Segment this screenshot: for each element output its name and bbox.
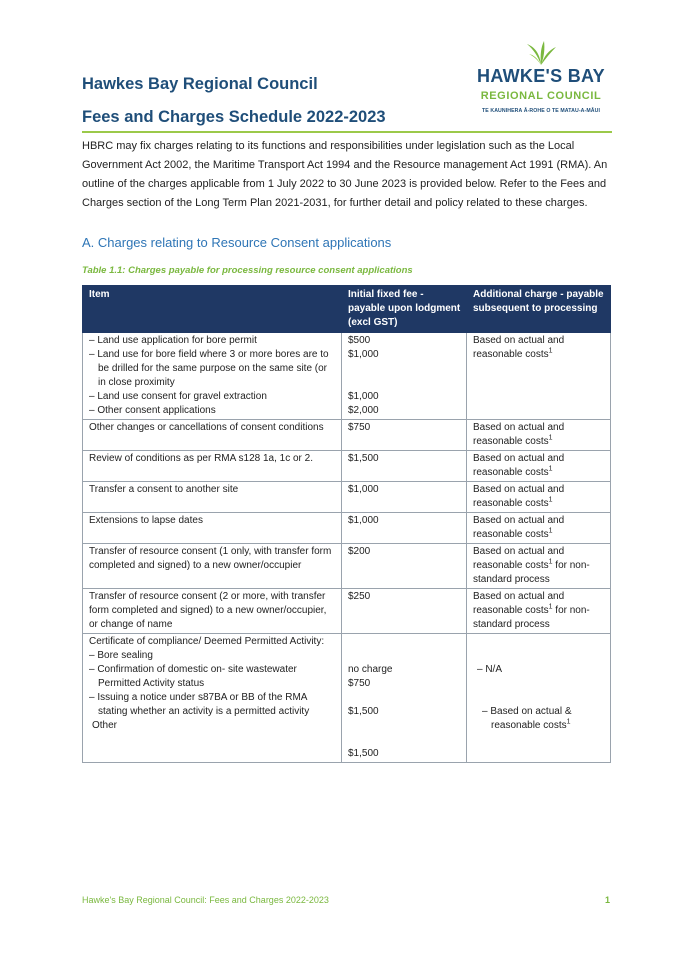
additional-cell (467, 513, 611, 544)
additional-cell (467, 589, 611, 634)
footnote-mark: 1 (548, 465, 553, 473)
fee-cell (342, 333, 467, 420)
additional-text: Based on actual and reasonable costs (473, 422, 565, 447)
additional-text: Based on actual and reasonable costs (473, 546, 565, 571)
header-divider (82, 131, 612, 133)
table-row (83, 513, 611, 544)
item-text: – Land use consent for gravel extraction (89, 391, 267, 402)
fee-value: $1,500 (348, 706, 379, 717)
table-row (83, 482, 611, 513)
item-cell: Transfer of resource consent (1 only, with transfer form completed and signed) to a new owner/occupier (83, 544, 342, 589)
page-number: 1 (605, 895, 611, 905)
intro-paragraph: HBRC may fix charges relating to its functions and responsibilities under legislation such as the Local Government Act 2002, the Maritime Transport Act 1994 and the Resource management Act 1991 (RMA). An outline of the charges applicable from 1 July 2022 to 30 June 2023 is provided below. Refer to the Fees and Charges section of the Long Term Plan 2021-2031, for further detail and policy related to these charges. (82, 140, 608, 209)
table-row (83, 420, 611, 451)
footnote-mark: 1 (548, 496, 553, 504)
leaf-logo-icon (524, 40, 558, 66)
logo-maori-name: TE KAUNIHERA Ā-ROHE O TE MATAU-A-MĀUI (481, 108, 600, 114)
item-text: – Issuing a notice under s87BA or BB of the RMA stating whether an activity is a permitted activity (89, 692, 310, 717)
item-text: – Bore sealing (89, 650, 153, 661)
table-caption: Table 1.1: Charges payable for processing resource consent applications (82, 265, 413, 276)
footnote-mark: 1 (548, 527, 553, 535)
fee-cell: $250 (342, 589, 467, 634)
additional-text: Based on actual and reasonable costs (473, 515, 565, 540)
footnote-mark: 1 (548, 434, 553, 442)
charges-table (82, 285, 611, 763)
fee-cell: $750 (342, 420, 467, 451)
header-fee: Initial fixed fee - payable upon lodgment (excl GST) (342, 286, 467, 333)
item-text: – Land use application for bore permit (89, 335, 257, 346)
header-additional: Additional charge - payable subsequent to processing (467, 286, 611, 333)
fee-value: $1,500 (348, 748, 379, 759)
additional-text: – N/A (477, 664, 503, 675)
fee-value: no charge (348, 664, 393, 675)
additional-text: Based on actual and reasonable costs (473, 453, 565, 478)
item-cell: Extensions to lapse dates (83, 513, 342, 544)
table-row (83, 451, 611, 482)
hbrc-logo (466, 40, 616, 122)
item-cell: Review of conditions as per RMA s128 1a, 1c or 2. (83, 451, 342, 482)
item-cell (83, 634, 342, 763)
table-row (83, 634, 611, 763)
item-cell: Transfer a consent to another site (83, 482, 342, 513)
table-row (83, 333, 611, 420)
item-text: – Other consent applications (89, 405, 216, 416)
additional-text: for non-standard process (473, 560, 590, 585)
additional-text: Based on actual and reasonable costs (473, 591, 565, 616)
footnote-mark: 1 (566, 718, 571, 726)
fee-cell (342, 634, 467, 763)
fee-value: $1,000 (348, 391, 379, 402)
additional-cell (467, 333, 611, 420)
logo-subtitle: REGIONAL COUNCIL (480, 90, 602, 102)
footnote-mark: 1 (548, 347, 553, 355)
fee-cell: $1,500 (342, 451, 467, 482)
additional-cell (467, 544, 611, 589)
fee-value: $1,000 (348, 349, 379, 360)
additional-cell (467, 420, 611, 451)
additional-text: – Based on actual & reasonable costs$^1$ (482, 706, 572, 731)
footer-text: Hawke's Bay Regional Council: Fees and Charges 2022-2023 (82, 895, 329, 905)
fee-cell: $1,000 (342, 482, 467, 513)
table-row (83, 589, 611, 634)
header-item: Item (83, 286, 342, 333)
item-text: Certificate of compliance/ Deemed Permitted Activity: (89, 636, 325, 647)
table-row (83, 544, 611, 589)
fee-cell: $200 (342, 544, 467, 589)
footnote-mark: 1 (548, 603, 553, 611)
item-cell (83, 333, 342, 420)
additional-text: Based on actual and reasonable costs (473, 335, 565, 360)
additional-cell (467, 482, 611, 513)
additional-text: for non-standard process (473, 605, 590, 630)
additional-cell (467, 634, 611, 763)
item-text: – Land use for bore field where 3 or more bores are to be drilled for the same purpose on the same site (or in close proximity (89, 349, 329, 388)
item-text: Other (92, 720, 118, 731)
additional-text: Based on actual and reasonable costs (473, 484, 565, 509)
fee-cell: $1,000 (342, 513, 467, 544)
footnote-mark: 1 (548, 558, 553, 566)
item-cell: Transfer of resource consent (2 or more, with transfer form completed and signed) to a new owner/occupier, or change of name (83, 589, 342, 634)
additional-cell (467, 451, 611, 482)
fee-value: $2,000 (348, 405, 379, 416)
item-text: – Confirmation of domestic on- site wastewater Permitted Activity status (89, 664, 297, 689)
fee-value: $750 (348, 678, 371, 689)
org-title: Hawkes Bay Regional Council (82, 75, 318, 93)
table-header-row (83, 286, 611, 333)
doc-title: Fees and Charges Schedule 2022-2023 (82, 108, 386, 126)
section-heading: A. Charges relating to Resource Consent applications (82, 235, 392, 250)
item-cell: Other changes or cancellations of consent conditions (83, 420, 342, 451)
logo-wordmark: HAWKE'S BAY (477, 66, 605, 86)
fee-value: $500 (348, 335, 371, 346)
